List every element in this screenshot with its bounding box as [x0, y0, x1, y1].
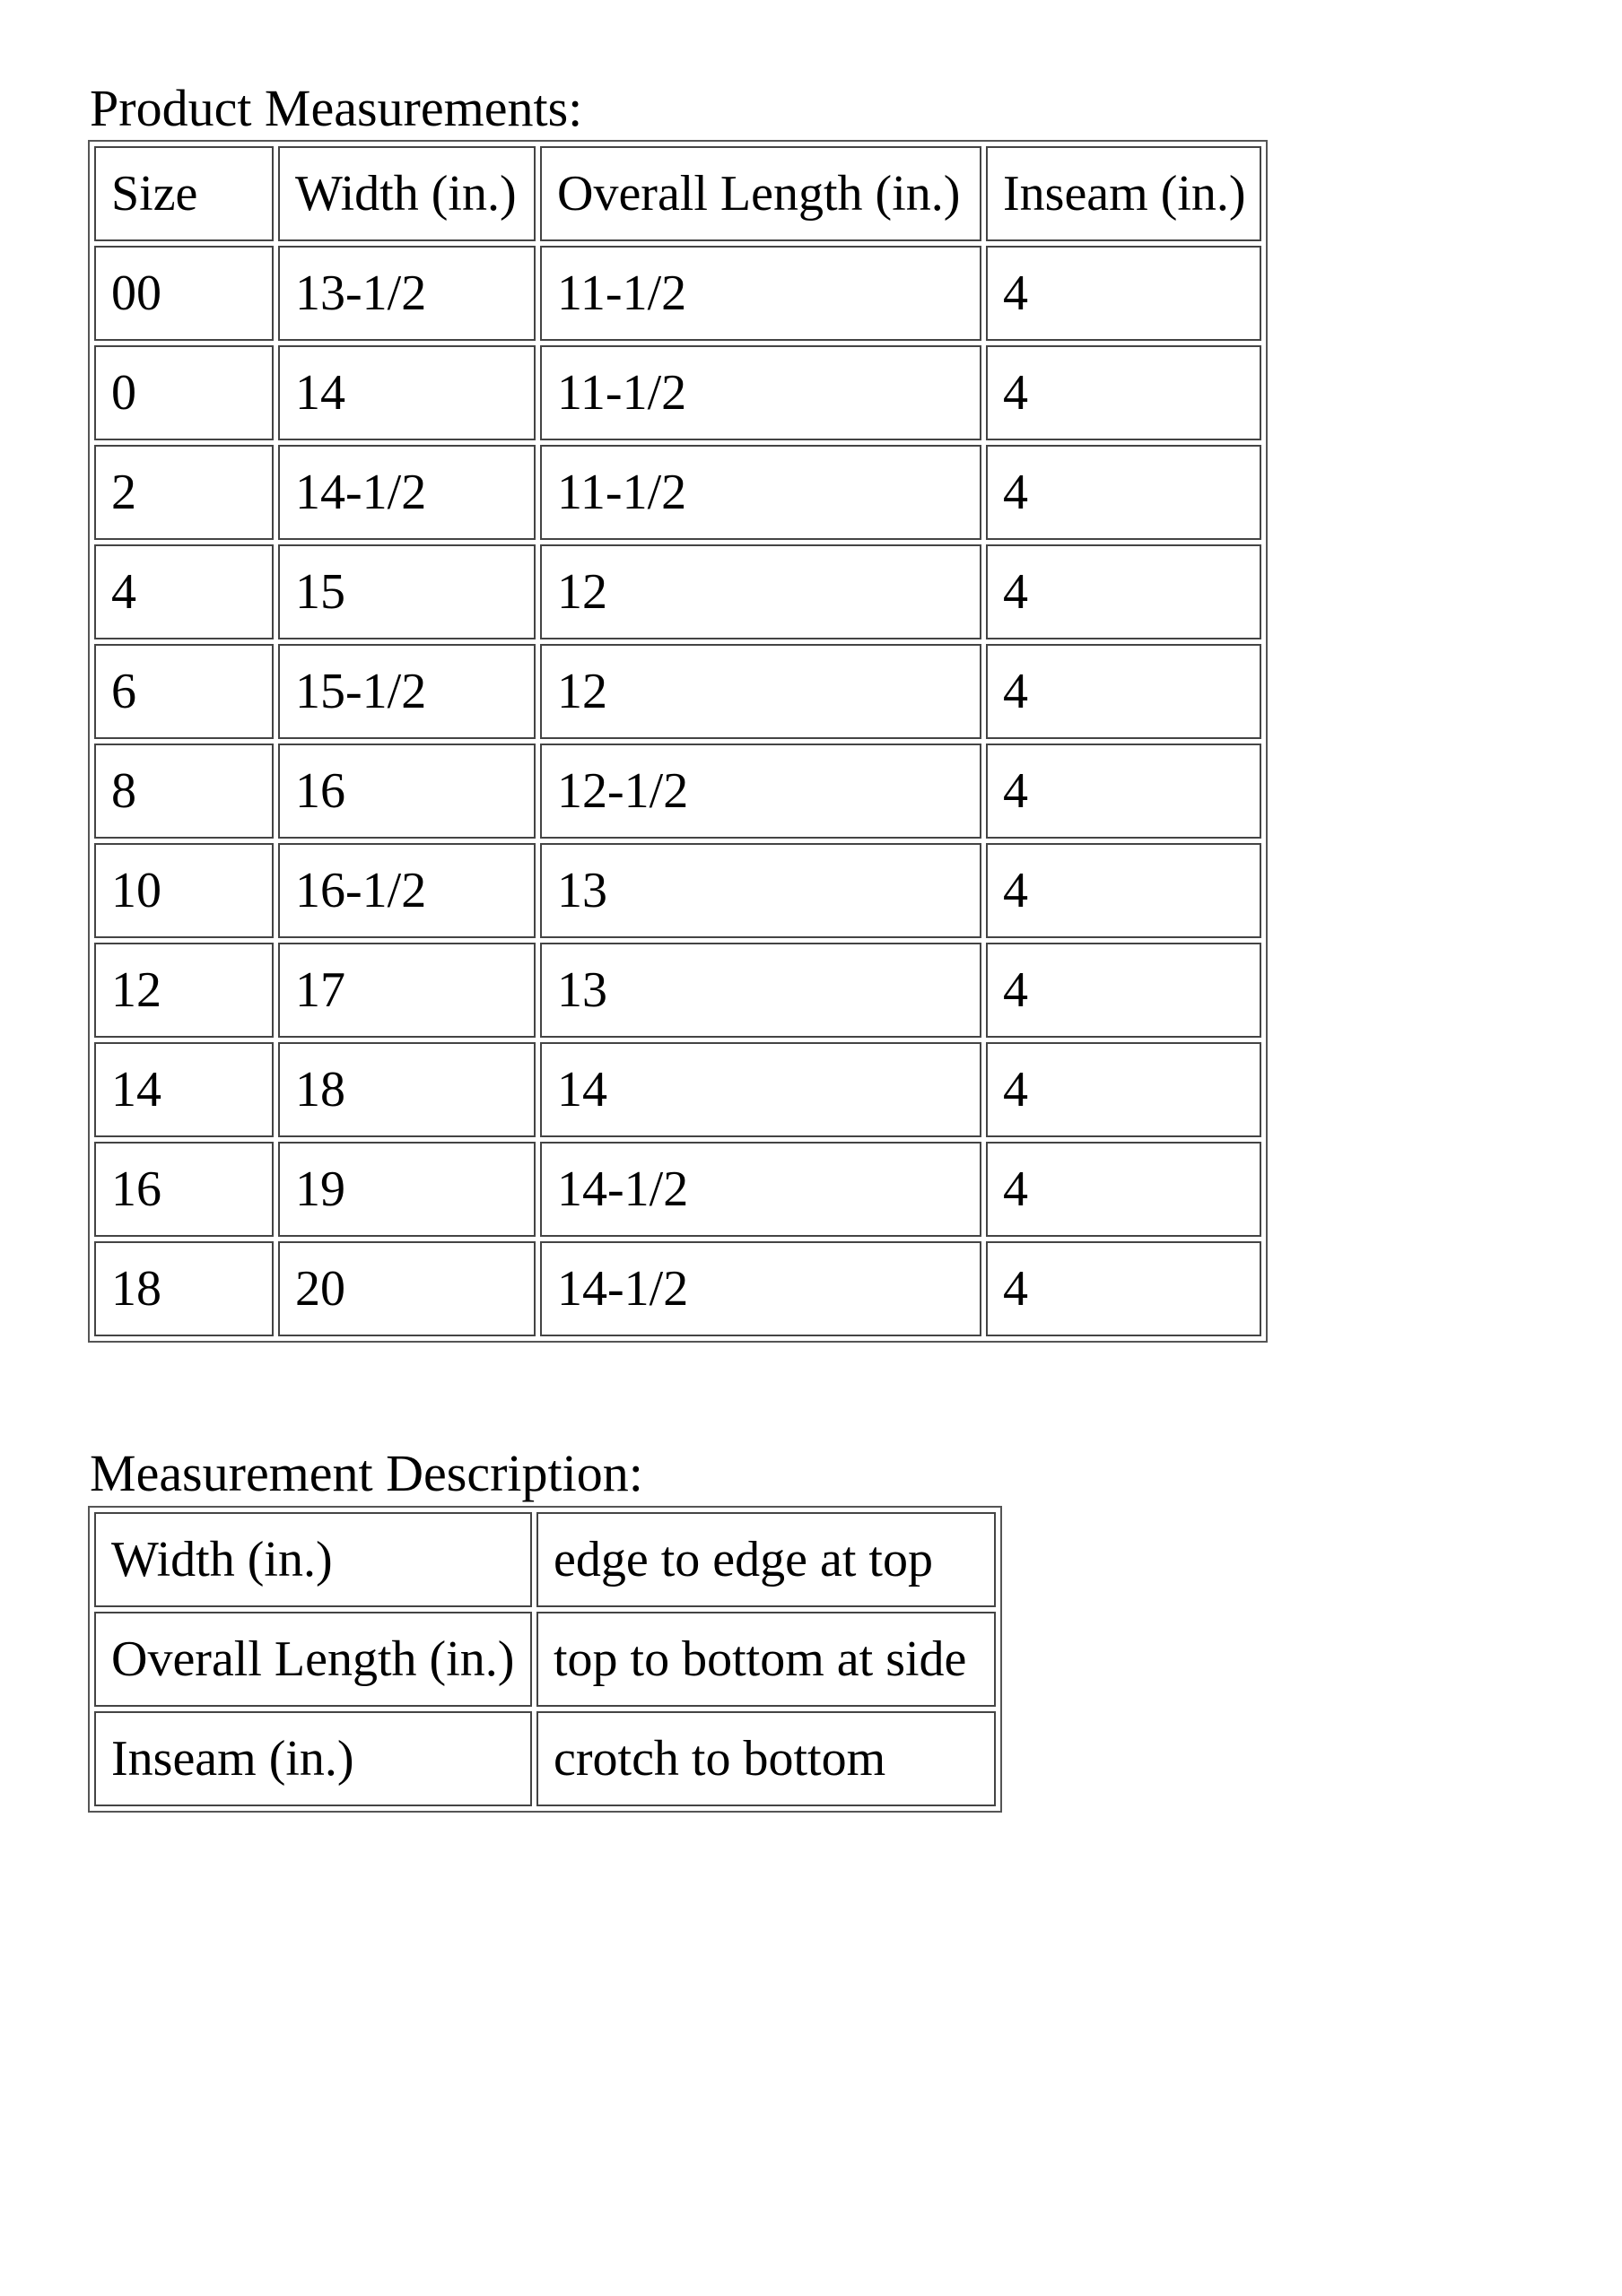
cell-inseam: 4 [986, 345, 1261, 440]
cell-overall-length: 11-1/2 [540, 345, 981, 440]
description-term: Inseam (in.) [94, 1711, 532, 1806]
table-row [94, 1612, 996, 1707]
description-text: top to bottom at side [536, 1612, 996, 1707]
cell-inseam: 4 [986, 1241, 1261, 1336]
measurement-description-title: Measurement Description: [90, 1444, 643, 1502]
cell-width: 15-1/2 [278, 644, 536, 739]
table-row [94, 744, 1261, 839]
cell-width: 15 [278, 544, 536, 639]
cell-overall-length: 11-1/2 [540, 246, 981, 341]
cell-overall-length: 12-1/2 [540, 744, 981, 839]
product-measurements-title: Product Measurements: [90, 79, 583, 137]
cell-width: 13-1/2 [278, 246, 536, 341]
product-measurements-table [88, 140, 1268, 1343]
table-row [94, 644, 1261, 739]
table-row [94, 246, 1261, 341]
cell-overall-length: 12 [540, 644, 981, 739]
cell-width: 16-1/2 [278, 843, 536, 938]
cell-width: 19 [278, 1142, 536, 1237]
header-size: Size [94, 146, 274, 241]
cell-size: 8 [94, 744, 274, 839]
cell-inseam: 4 [986, 943, 1261, 1038]
cell-inseam: 4 [986, 1142, 1261, 1237]
header-inseam: Inseam (in.) [986, 146, 1261, 241]
cell-width: 18 [278, 1042, 536, 1137]
description-text: edge to edge at top [536, 1512, 996, 1607]
table-row [94, 943, 1261, 1038]
cell-size: 6 [94, 644, 274, 739]
cell-size: 10 [94, 843, 274, 938]
cell-inseam: 4 [986, 744, 1261, 839]
table-row [94, 1711, 996, 1806]
cell-overall-length: 12 [540, 544, 981, 639]
table-row [94, 1512, 996, 1607]
cell-overall-length: 13 [540, 843, 981, 938]
cell-size: 4 [94, 544, 274, 639]
measurement-description-table [88, 1506, 1002, 1813]
cell-size: 14 [94, 1042, 274, 1137]
header-overall-length: Overall Length (in.) [540, 146, 981, 241]
cell-width: 20 [278, 1241, 536, 1336]
cell-inseam: 4 [986, 644, 1261, 739]
table-row [94, 544, 1261, 639]
cell-width: 14-1/2 [278, 445, 536, 540]
cell-inseam: 4 [986, 843, 1261, 938]
cell-overall-length: 11-1/2 [540, 445, 981, 540]
header-width: Width (in.) [278, 146, 536, 241]
cell-overall-length: 13 [540, 943, 981, 1038]
table-row [94, 345, 1261, 440]
cell-size: 2 [94, 445, 274, 540]
table-row [94, 445, 1261, 540]
cell-size: 00 [94, 246, 274, 341]
description-text: crotch to bottom [536, 1711, 996, 1806]
cell-inseam: 4 [986, 445, 1261, 540]
cell-size: 12 [94, 943, 274, 1038]
cell-overall-length: 14-1/2 [540, 1142, 981, 1237]
cell-inseam: 4 [986, 544, 1261, 639]
cell-inseam: 4 [986, 1042, 1261, 1137]
cell-size: 16 [94, 1142, 274, 1237]
cell-size: 0 [94, 345, 274, 440]
cell-width: 17 [278, 943, 536, 1038]
table-row [94, 1241, 1261, 1336]
cell-size: 18 [94, 1241, 274, 1336]
cell-overall-length: 14 [540, 1042, 981, 1137]
description-term: Overall Length (in.) [94, 1612, 532, 1707]
table-row [94, 1142, 1261, 1237]
cell-width: 16 [278, 744, 536, 839]
table-row [94, 1042, 1261, 1137]
cell-width: 14 [278, 345, 536, 440]
table-header-row [94, 146, 1261, 241]
cell-overall-length: 14-1/2 [540, 1241, 981, 1336]
cell-inseam: 4 [986, 246, 1261, 341]
table-row [94, 843, 1261, 938]
description-term: Width (in.) [94, 1512, 532, 1607]
